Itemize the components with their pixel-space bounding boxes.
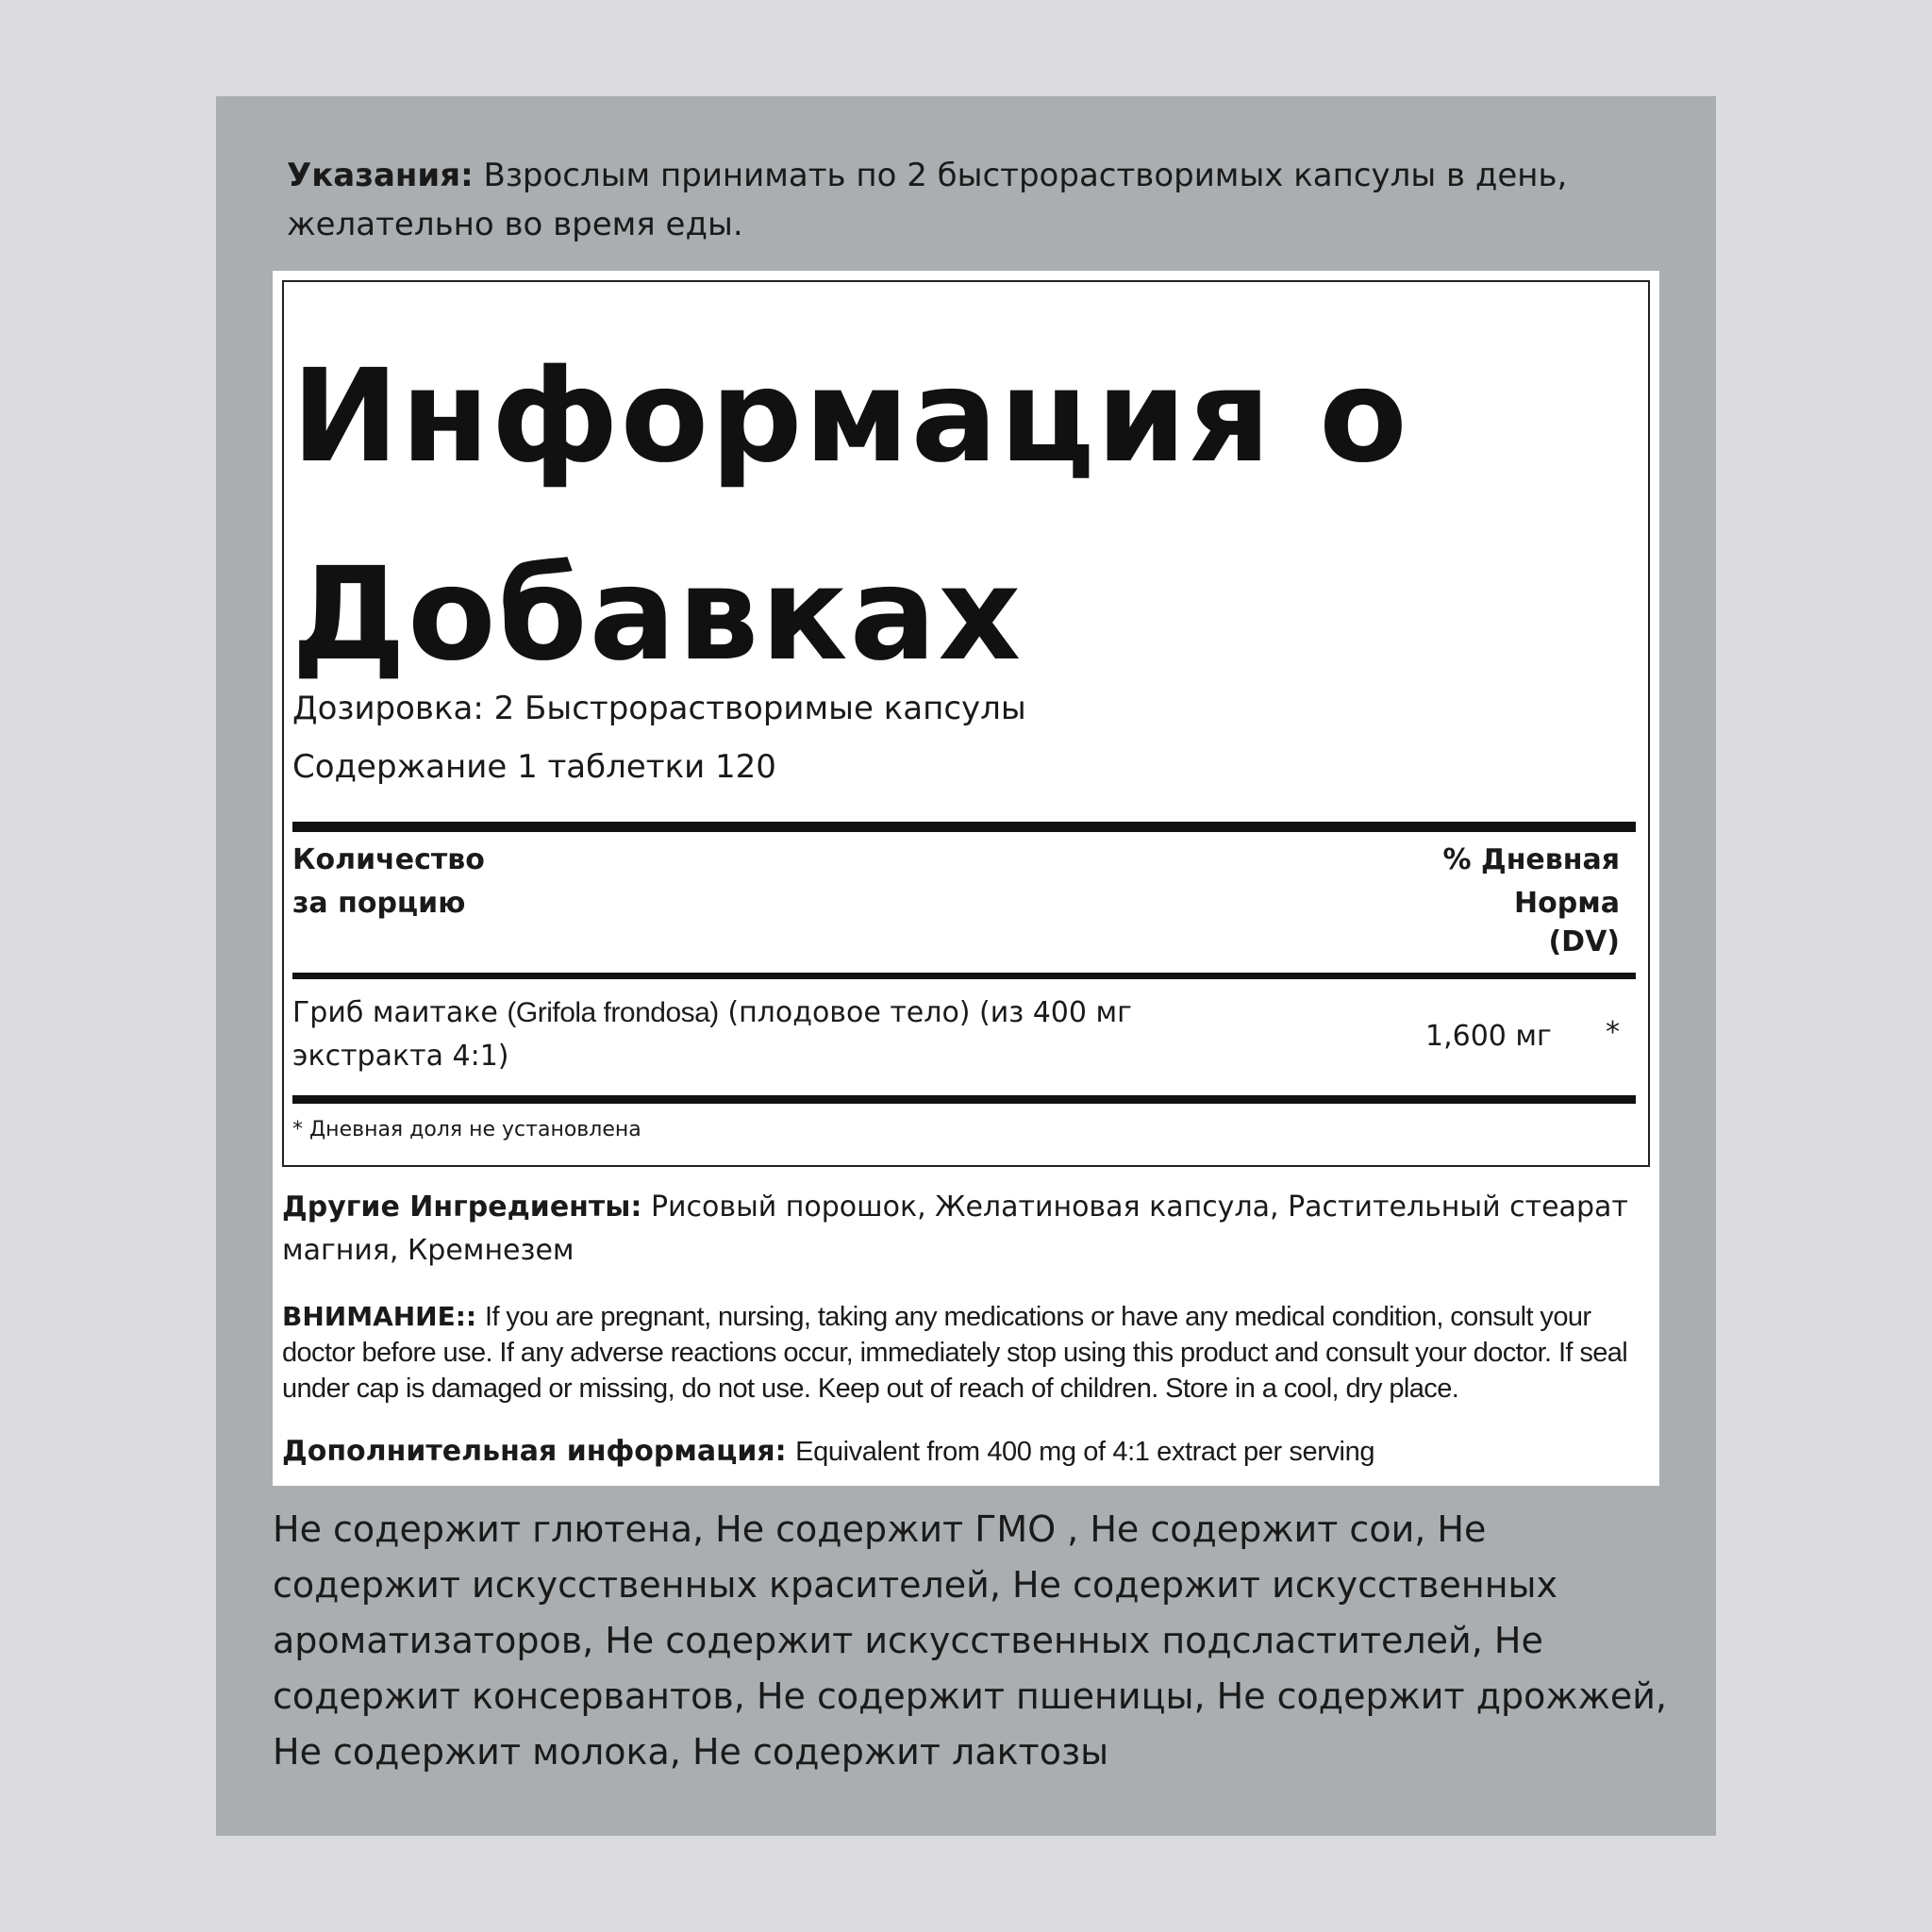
label-panel [216,96,1716,1836]
additional-info [282,1433,1641,1471]
other-ingredients [282,1186,1641,1273]
white-panel [273,271,1659,1486]
additional-info-label: Дополнительная информация: [282,1435,787,1468]
ingredient-amount: 1,600 мг [1425,1020,1552,1053]
warning-text: If you are pregnant, nursing, taking any medications or have any medical condition, consult your doctor before use. If any adverse reactions occur, immediately stop using this product and consult your doctor. If seal under cap is damaged or missing, do not use. Keep out of reach of children. Store in a cool, dry place. [282,1302,1628,1404]
footnote: * Дневная доля не установлена [292,1118,641,1141]
serving-size: Дозировка: 2 Быстрорастворимые капсулы [292,690,1026,727]
directions-text: Взрослым принимать по 2 быстрорастворимых капсулы в день, желательно во время еды. [287,157,1568,243]
warning-label: ВНИМАНИЕ:: [282,1301,477,1332]
daily-value-header [1374,839,1620,959]
amount-per-serving-header [292,839,575,925]
other-ingredients-text: Рисовый порошок, Желатиновая капсула, Растительный стеарат магния, Кремнезем [282,1191,1628,1267]
ingredient-name-part1: Гриб маитаке [292,996,498,1029]
dv-header-line2: Норма [1514,887,1620,920]
directions [287,151,1683,249]
supplement-facts-box [282,280,1650,1167]
amount-header-line1: Количество [292,843,485,876]
ingredient-name-part2: (плодовое тело) (из 400 мг [727,996,1132,1029]
header-divider [292,973,1636,979]
ingredient-name [292,991,1141,1078]
bottom-divider [292,1095,1636,1104]
amount-header-line2: за порцию [292,887,466,920]
free-from-statement: Не содержит глютена, Не содержит ГМО , Не содержит сои, Не содержит искусственных красителей, Не содержит искусственных ароматизаторов, Не содержит искусственных подсластителей, Не содержит консервантов, Не содержит пшеницы, Не содержит дрожжей, Не содержит молока, Не содержит лактозы [273,1508,1667,1773]
directions-label: Указания: [287,157,474,194]
warning [282,1299,1641,1407]
ingredient-name-part3: экстракта 4:1) [292,1040,509,1073]
dv-header-line1: % Дневная [1442,843,1620,876]
facts-title: Информация о Добавках [291,342,1409,690]
other-ingredients-label: Другие Ингредиенты: [282,1191,642,1224]
servings-per-container: Содержание 1 таблетки 120 [292,748,776,786]
ingredient-latin-name: (Grifola frondosa) [507,997,719,1028]
additional-info-text: Equivalent from 400 mg of 4:1 extract per serving [795,1437,1375,1467]
dv-header-line3: (DV) [1548,925,1620,958]
thick-divider [292,822,1636,832]
ingredient-daily-value: * [1606,1016,1620,1049]
